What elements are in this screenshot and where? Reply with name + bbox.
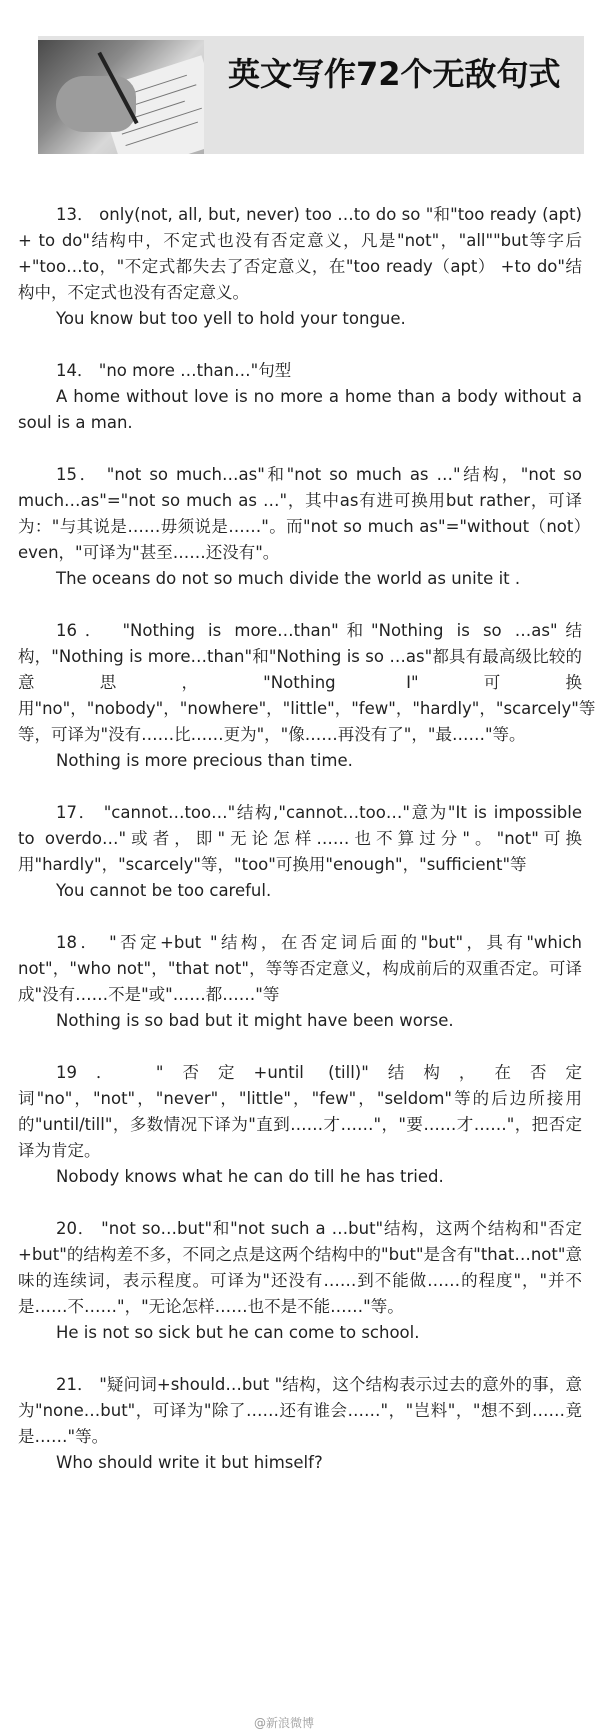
section-text: 14． "no more …than…"句型	[56, 361, 292, 380]
section-18	[18, 930, 582, 1034]
example-sentence: The oceans do not so much divide the world as unite it .	[56, 569, 521, 588]
watermark: @新浪微博	[254, 1716, 315, 1730]
example-sentence: A home without love is no more a home than a body without a soul is a man.	[18, 387, 582, 432]
section-text: 21． "疑问词+should…but "结构，这个结构表示过去的意外的事，意为"none…but"，可译为"除了……还有谁会……"，"岂料"，"想不到……竟是……"等。	[18, 1375, 583, 1446]
example-sentence: You know but too yell to hold your tongue.	[56, 309, 406, 328]
section-text: 18． "否定+but "结构，在否定词后面的"but"，具有"which not"，"who not"，"that not"，等等否定意义，构成前后的双重否定。可译成"没有……不是"或"……都……"等	[18, 933, 582, 1004]
section-20	[18, 1216, 582, 1346]
example-sentence: Nothing is more precious than time.	[56, 751, 353, 770]
section-15	[18, 462, 582, 592]
example-sentence: You cannot be too careful.	[56, 881, 272, 900]
section-text: 16． "Nothing is more…than"和"Nothing is so …as"结构，"Nothing is more…than"和"Nothing is so …as"都具有最高级比较的意思，"Nothing I"可换用"no"，"nobody"，"nowhere"，"little"，"few"，"hardly"，"scarcely"等等，可译为"没有……比……更为"，"像……再没有了"，"最……"等。	[18, 621, 596, 744]
example-sentence: Who should write it but himself?	[56, 1453, 323, 1472]
section-13	[18, 202, 582, 332]
section-19	[18, 1060, 582, 1190]
section-text: 19． "否定+until (till)"结构，在否定词"no"，"not"，"never"，"little"，"few"，"seldom"等的后边所接用的"until/till"，多数情况下译为"直到……才……"，"要……才……"，把否定译为肯定。	[18, 1063, 582, 1160]
example-sentence: He is not so sick but he can come to school.	[56, 1323, 420, 1342]
example-sentence: Nobody knows what he can do till he has tried.	[56, 1167, 444, 1186]
section-21	[18, 1372, 582, 1476]
section-text: 17． "cannot…too…"结构,"cannot…too…"意为"It is impossible to overdo…"或者，即"无论怎样……也不算过分"。"not"可换用"hardly"，"scarcely"等，"too"可换用"enough"，"sufficient"等	[18, 803, 582, 874]
section-text: 15． "not so much…as"和"not so much as …"结构，"not so much…as"="not so much as …"，其中as有进可换用but rather，可译为："与其说是……毋须说是……"。而"not so much as"="without（not）even，"可译为"甚至……还没有"。	[18, 465, 582, 562]
article-body	[18, 202, 596, 1502]
section-text: 13． only(not, all, but, never) too …to do so "和"too ready (apt) + to do"结构中，不定式也没有否定意义，凡是"not"，"all""but等字后+"too…to，"不定式都失去了否定意义，在"too ready（apt） +to do"结构中，不定式也没有否定意义。	[18, 205, 582, 302]
section-16	[18, 618, 596, 774]
section-17	[18, 800, 582, 904]
section-text: 20． "not so…but"和"not such a …but"结构，这两个结构和"否定+but"的结构差不多，不同之点是这两个结构中的"but"是含有"that…not"意味的连续词，表示程度。可译为"还没有……到不能做……的程度"，"并不是……不……"，"无论怎样……也不是不能……"等。	[18, 1219, 582, 1316]
example-sentence: Nothing is so bad but it might have been worse.	[56, 1011, 454, 1030]
page-title: 英文写作72个无敌句式	[228, 55, 561, 93]
section-14	[18, 358, 582, 436]
writing-hand-photo	[38, 40, 204, 154]
